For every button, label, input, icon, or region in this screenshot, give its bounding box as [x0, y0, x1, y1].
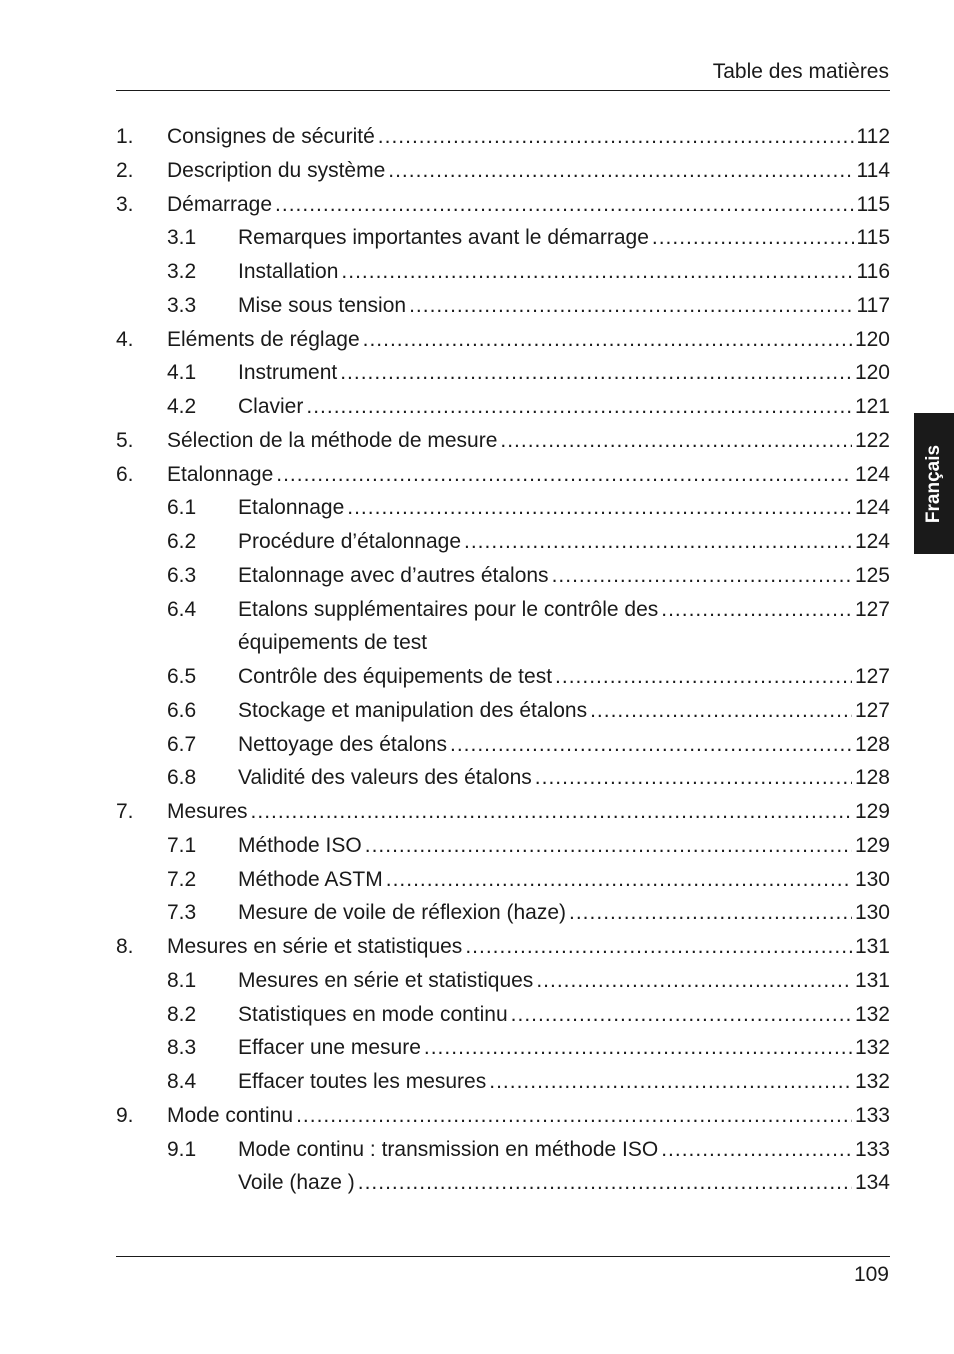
footer-divider [116, 1256, 890, 1257]
toc-dot-leader [489, 1068, 852, 1096]
toc-entry-title: Effacer toutes les mesures [238, 1070, 487, 1093]
toc-dot-leader [341, 258, 853, 286]
toc-entry-line [238, 1001, 890, 1029]
toc-entry-page: 132 [854, 1002, 890, 1026]
toc-dot-leader [464, 528, 852, 556]
toc-entry-title: Méthode ISO [238, 833, 362, 857]
toc-entry[interactable] [116, 359, 890, 387]
toc-entry-title: Nettoyage des étalons [238, 732, 447, 756]
toc-entry-number: 8.4 [167, 1070, 197, 1093]
toc-entry-number: 3.2 [167, 260, 197, 283]
toc-dot-leader [340, 359, 852, 387]
toc-entry-number: 3.3 [167, 293, 197, 317]
toc-entry-title: Mesure de voile de réflexion (haze) [238, 901, 567, 925]
toc-entry-number: 2. [116, 158, 134, 182]
toc-entry-number: 9.1 [167, 1137, 197, 1161]
toc-entry-line [167, 157, 890, 185]
toc-entry[interactable] [116, 528, 890, 556]
toc-entry-line [238, 731, 890, 759]
toc-entry[interactable] [116, 866, 890, 894]
toc-entry[interactable] [116, 663, 890, 691]
toc-entry-title: Mesures [167, 800, 248, 823]
toc-entry[interactable] [116, 494, 890, 522]
toc-entry-line [238, 528, 890, 556]
toc-entry-page: 130 [854, 901, 890, 925]
toc-entry-number: 6.6 [167, 698, 197, 722]
toc-entry-title-continuation: équipements de test [238, 631, 428, 655]
toc-dot-leader [347, 494, 852, 522]
toc-entry-title: Procédure d’étalonnage [238, 530, 462, 553]
toc-entry-number: 9. [116, 1103, 134, 1127]
toc-dot-leader [251, 798, 852, 826]
toc-dot-leader [569, 899, 852, 927]
toc-entry-title: Etalonnage [167, 462, 274, 486]
toc-entry-number: 6.8 [167, 766, 197, 790]
toc-dot-leader [358, 1169, 852, 1197]
toc-entry-title: Remarques importantes avant le démarrage [238, 226, 649, 250]
toc-dot-leader [590, 697, 852, 725]
toc-entry[interactable] [116, 393, 890, 421]
toc-entry-number: 7. [116, 800, 134, 823]
toc-entry-title: Consignes de sécurité [167, 125, 375, 148]
toc-dot-leader [388, 157, 853, 185]
toc-entry-line [238, 697, 890, 725]
toc-entry-line [238, 1136, 890, 1164]
toc-entry-line [167, 427, 890, 455]
toc-entry-page: 134 [854, 1171, 890, 1195]
language-tab [914, 413, 954, 554]
toc-entry-line [238, 393, 890, 421]
toc-entry-title: Instrument [238, 361, 338, 385]
toc-entry-title: Etalons supplémentaires pour le contrôle des [238, 597, 659, 621]
toc-entry-title: Etalonnage [238, 496, 345, 520]
toc-entry[interactable] [116, 427, 890, 455]
toc-dot-leader [276, 461, 852, 489]
toc-entry-number: 6.4 [167, 597, 197, 621]
toc-entry-page: 125 [854, 563, 890, 587]
toc-entry-page: 131 [854, 935, 890, 958]
language-tab-label: Français [923, 444, 944, 523]
toc-entry[interactable] [116, 832, 890, 860]
toc-entry[interactable] [116, 461, 890, 489]
toc-entry-title: Statistiques en mode continu [238, 1002, 508, 1026]
toc-entry[interactable] [116, 1001, 890, 1029]
toc-dot-leader [363, 326, 852, 354]
toc-entry-number: 6. [116, 462, 134, 486]
toc-entry-page: 127 [854, 698, 890, 722]
toc-entry-number: 6.1 [167, 496, 197, 520]
toc-entry-line [167, 1102, 890, 1130]
toc-entry-page: 120 [854, 327, 890, 351]
toc-entry-line [238, 359, 890, 387]
toc-entry-page: 128 [854, 732, 890, 756]
toc-dot-leader [275, 191, 853, 219]
toc-entry-title: Stockage et manipulation des étalons [238, 698, 588, 722]
toc-entry[interactable] [116, 191, 890, 219]
toc-entry[interactable] [116, 1034, 890, 1062]
toc-entry-number: 6.3 [167, 563, 197, 587]
toc-entry[interactable] [116, 596, 890, 624]
toc-entry-page: 114 [856, 158, 890, 182]
toc-dot-leader [386, 866, 852, 894]
toc-entry-number: 5. [116, 428, 134, 452]
toc-entry-page: 129 [854, 833, 890, 857]
toc-entry-title: Démarrage [167, 192, 273, 216]
toc-dot-leader [652, 224, 854, 252]
toc-entry-number: 4.1 [167, 361, 197, 385]
toc-entry-page: 115 [856, 192, 890, 216]
toc-entry[interactable] [116, 1102, 890, 1130]
toc-entry[interactable] [116, 1136, 890, 1164]
toc-dot-leader [555, 663, 852, 691]
toc-dot-leader [378, 123, 854, 151]
toc-entry-title: Mode continu [167, 1103, 294, 1127]
toc-dot-leader [409, 292, 853, 320]
toc-entry[interactable] [116, 1169, 890, 1197]
toc-entry-line [238, 562, 890, 590]
toc-entry-number: 7.1 [167, 833, 197, 857]
toc-entry-line [238, 663, 890, 691]
toc-entry-number: 1. [116, 125, 134, 148]
toc-entry[interactable] [116, 731, 890, 759]
toc-entry-title: Eléments de réglage [167, 327, 360, 351]
toc-entry-title: Méthode ASTM [238, 867, 383, 891]
toc-entry-title: Mise sous tension [238, 293, 407, 317]
toc-entry[interactable] [116, 292, 890, 320]
toc-entry-title: Contrôle des équipements de test [238, 665, 553, 688]
toc-entry-page: 132 [854, 1070, 890, 1093]
toc-entry-page: 112 [856, 125, 890, 148]
toc-entry-line [238, 1068, 890, 1096]
toc-dot-leader [450, 731, 852, 759]
toc-entry-number: 8.1 [167, 968, 197, 992]
toc-entry-line [238, 258, 890, 286]
toc-entry[interactable] [116, 123, 890, 151]
toc-entry[interactable] [116, 157, 890, 185]
toc-entry[interactable] [116, 326, 890, 354]
toc-dot-leader [552, 562, 852, 590]
toc-entry-line [238, 764, 890, 792]
toc-entry-line [238, 292, 890, 320]
toc-entry-title: Clavier [238, 395, 304, 418]
toc-entry-page: 130 [854, 867, 890, 891]
toc-entry-line [238, 1169, 890, 1197]
toc-entry-page: 129 [854, 800, 890, 823]
toc-entry-line [238, 596, 890, 624]
page-number: 109 [853, 1263, 889, 1286]
toc-entry-page: 133 [854, 1103, 890, 1127]
toc-entry-title: Mesures en série et statistiques [238, 968, 534, 992]
toc-entry-line [238, 832, 890, 860]
toc-entry-page: 121 [854, 395, 890, 418]
toc-dot-leader [511, 1001, 852, 1029]
toc-dot-leader [536, 967, 852, 995]
toc-dot-leader [661, 596, 852, 624]
toc-entry-line [167, 191, 890, 219]
toc-entry-page: 124 [854, 496, 890, 520]
toc-entry-line [238, 1034, 890, 1062]
toc-entry-page: 116 [856, 260, 890, 283]
toc-entry-page: 127 [854, 665, 890, 688]
toc-entry-title: Description du système [167, 158, 386, 182]
toc-dot-leader [296, 1102, 852, 1130]
toc-entry-line [167, 123, 890, 151]
toc-entry[interactable] [116, 258, 890, 286]
toc-entry[interactable] [116, 764, 890, 792]
toc-dot-leader [424, 1034, 852, 1062]
toc-entry-page: 133 [854, 1137, 890, 1161]
toc-entry-line [238, 224, 890, 252]
toc-entry[interactable] [116, 798, 890, 826]
toc-entry-line [167, 326, 890, 354]
toc-entry-line [167, 461, 890, 489]
toc-entry-title: Mesures en série et statistiques [167, 935, 463, 958]
toc-entry-title: Sélection de la méthode de mesure [167, 428, 498, 452]
toc-entry-number: 8. [116, 935, 134, 958]
toc-entry-title: Validité des valeurs des étalons [238, 766, 532, 790]
toc-entry-number: 6.7 [167, 732, 197, 756]
toc-entry-number: 3.1 [167, 226, 197, 250]
toc-entry-line [238, 967, 890, 995]
toc-dot-leader [535, 764, 852, 792]
toc-dot-leader [306, 393, 852, 421]
toc-entry-line [167, 798, 890, 826]
toc-entry-number: 6.2 [167, 530, 197, 553]
toc-entry-number: 7.2 [167, 867, 197, 891]
toc-entry-line [238, 866, 890, 894]
toc-entry-title: Voile (haze ) [238, 1171, 355, 1195]
toc-dot-leader [500, 427, 852, 455]
toc-entry[interactable] [116, 899, 890, 927]
toc-entry-number: 6.5 [167, 665, 197, 688]
toc-entry-page: 131 [854, 968, 890, 992]
toc-entry[interactable] [116, 933, 890, 961]
toc-dot-leader [365, 832, 852, 860]
toc-entry-line [238, 899, 890, 927]
toc-entry-number: 3. [116, 192, 134, 216]
toc-entry-line [238, 494, 890, 522]
toc-entry-number: 4.2 [167, 395, 197, 418]
toc-entry-line [167, 933, 890, 961]
toc-dot-leader [465, 933, 852, 961]
toc-entry-number: 8.3 [167, 1036, 197, 1060]
toc-entry[interactable] [116, 967, 890, 995]
toc-entry-number: 4. [116, 327, 134, 351]
toc-entry-number: 8.2 [167, 1002, 197, 1026]
toc-entry[interactable] [116, 224, 890, 252]
toc-entry-page: 132 [854, 1036, 890, 1060]
page-header-title: Table des matières [712, 60, 889, 83]
toc-entry-page: 124 [854, 530, 890, 553]
toc-entry[interactable] [116, 1068, 890, 1096]
toc-entry[interactable] [116, 697, 890, 725]
toc-entry-page: 124 [854, 462, 890, 486]
header-divider [116, 90, 890, 91]
toc-entry-page: 120 [854, 361, 890, 385]
toc-entry-title: Installation [238, 260, 339, 283]
toc-entry-page: 115 [856, 226, 890, 250]
toc-entry-title: Effacer une mesure [238, 1036, 421, 1060]
toc-entry-number: 7.3 [167, 901, 197, 925]
toc-entry[interactable] [116, 562, 890, 590]
toc-entry-title: Etalonnage avec d’autres étalons [238, 563, 549, 587]
toc-entry-page: 127 [854, 597, 890, 621]
toc-dot-leader [661, 1136, 852, 1164]
toc-entry-page: 128 [854, 766, 890, 790]
toc-entry-title: Mode continu : transmission en méthode ISO [238, 1137, 659, 1161]
toc-entry-page: 122 [854, 428, 890, 452]
toc-entry-page: 117 [856, 293, 890, 317]
